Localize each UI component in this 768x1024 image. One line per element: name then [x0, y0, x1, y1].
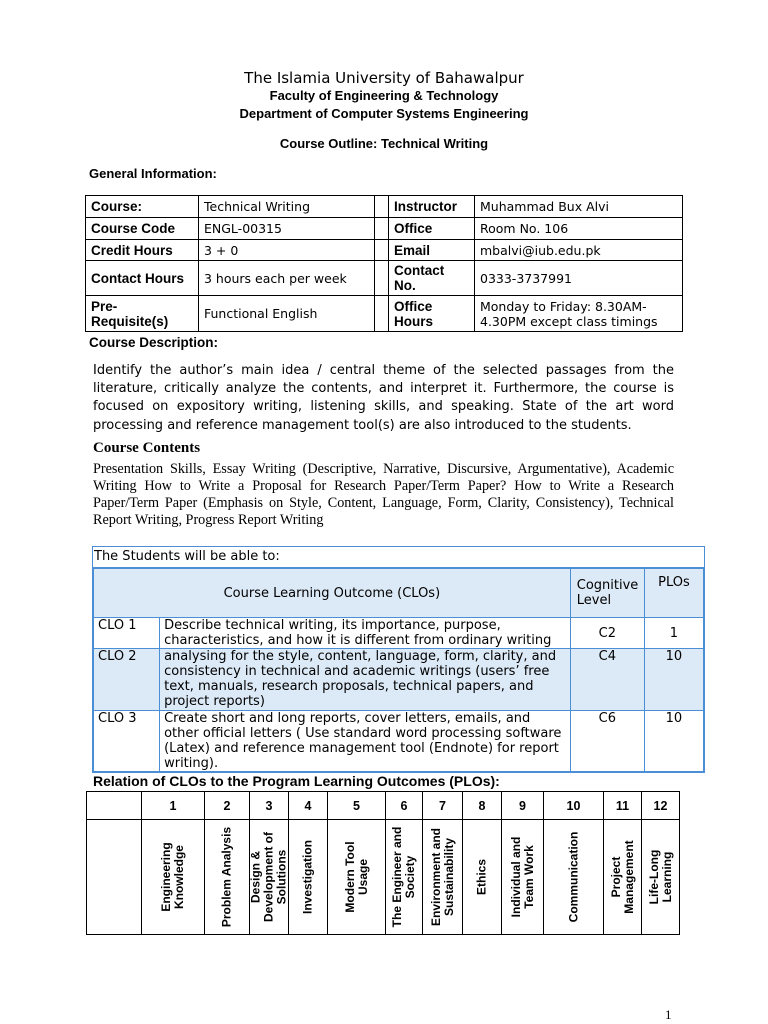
plo-name-cell: [463, 820, 502, 935]
clo-table: [92, 546, 705, 773]
plo-number: 9: [502, 792, 544, 820]
contact-hours-value: 3 hours each per week: [199, 261, 375, 296]
plo-name: Engineering Knowledge: [159, 842, 186, 912]
clo-description: Create short and long reports, cover letters, emails, and other official letters ( Use standard word processing software (Latex) and reference management tool (Endnote) for report writing).: [160, 711, 571, 772]
plo-name-cell: [604, 820, 642, 935]
clo-plo: 1: [644, 618, 703, 649]
course-value: Technical Writing: [199, 196, 375, 218]
plo-name-cell: [250, 820, 289, 935]
office-hours-label: Office Hours: [389, 296, 475, 332]
instructor-label: Instructor: [389, 196, 475, 218]
university-title: The Islamia University of Bahawalpur: [244, 69, 524, 87]
course-description-heading: Course Description:: [89, 335, 219, 350]
pre-requisite-label: Pre-Requisite(s): [86, 296, 199, 332]
plo-name-cell: [328, 820, 386, 935]
contact-no-label: Contact No.: [389, 261, 475, 296]
clo-description: Describe technical writing, its importance, purpose, characteristics, and how it is different from ordinary writing: [160, 618, 571, 649]
plo-number: 7: [423, 792, 463, 820]
plo-number: 8: [463, 792, 502, 820]
spacer-cell: [375, 196, 389, 218]
clo-id: CLO 1: [94, 618, 160, 649]
contact-no-value: 0333-3737991: [475, 261, 683, 296]
clo-plo: 10: [644, 711, 703, 772]
email-label: Email: [389, 240, 475, 261]
course-code-value: ENGL-00315: [199, 218, 375, 240]
plo-name: Investigation: [300, 840, 315, 915]
plos-header: PLOs: [644, 569, 703, 618]
plo-name-cell: [544, 820, 604, 935]
corner-cell: [87, 792, 142, 820]
plo-name: Communication: [566, 831, 580, 923]
office-label: Office: [389, 218, 475, 240]
plo-number: 10: [544, 792, 604, 820]
plo-number: 3: [250, 792, 289, 820]
email-value: mbalvi@iub.edu.pk: [475, 240, 683, 261]
plo-name: Modern Tool Usage: [342, 841, 370, 913]
plo-number: 4: [289, 792, 328, 820]
credit-hours-label: Credit Hours: [86, 240, 199, 261]
plo-name-cell: [423, 820, 463, 935]
clo-description: analysing for the style, content, language, form, clarity, and consistency in technical and academic writings (users’ free text, manuals, research proposals, technical papers, and project reports): [160, 649, 571, 711]
page-number: 1: [665, 1007, 672, 1022]
corner-cell: [87, 820, 142, 935]
clo-id: CLO 2: [94, 649, 160, 711]
clo-header: Course Learning Outcome (CLOs): [94, 569, 571, 618]
faculty-title: Faculty of Engineering & Technology: [269, 88, 499, 103]
clo-intro: The Students will be able to:: [93, 547, 704, 568]
cognitive-level-header: Cognitive Level: [570, 569, 644, 618]
plo-name-cell: [289, 820, 328, 935]
plo-name: Life-Long Learning: [646, 849, 674, 905]
office-hours-value: Monday to Friday: 8.30AM-4.30PM except class timings: [475, 296, 683, 332]
clo-cognitive-level: C2: [570, 618, 644, 649]
spacer-cell: [375, 261, 389, 296]
plo-name-cell: [142, 820, 205, 935]
spacer-cell: [375, 296, 389, 332]
department-title: Department of Computer Systems Engineering: [239, 106, 529, 121]
course-contents-text: Presentation Skills, Essay Writing (Descriptive, Narrative, Discursive, Argumentative), Academic Writing How to Write a Proposal for Research Paper/Term Paper? How to Write a Research Paper/Term Paper (Emphasis on Style, Content, Language, Form, Clarity, Consistency), Technical Report Writing, Progress Report Writing: [93, 461, 674, 528]
instructor-value: Muhammad Bux Alvi: [475, 196, 683, 218]
plo-relation-heading: Relation of CLOs to the Program Learning Outcomes (PLOs):: [93, 773, 500, 789]
plo-name: Design & Development of Solutions: [248, 832, 289, 923]
course-code-label: Course Code: [86, 218, 199, 240]
spacer-cell: [375, 218, 389, 240]
clo-cognitive-level: C6: [570, 711, 644, 772]
plo-name-cell: [502, 820, 544, 935]
plo-number: 1: [142, 792, 205, 820]
clo-cognitive-level: C4: [570, 649, 644, 711]
plo-name-cell: [205, 820, 250, 935]
course-label: Course:: [86, 196, 199, 218]
course-description-text: Identify the author’s main idea / central theme of the selected passages from the literature, critically analyze the contents, and interpret it. Furthermore, the course is focused on expository writing, listening skills, and speaking. State of the art word processing and reference management tool(s) are also introduced to the students.: [93, 363, 674, 433]
course-outline-title: Course Outline: Technical Writing: [279, 136, 489, 151]
plo-number: 5: [328, 792, 386, 820]
plo-relation-table: [86, 791, 680, 935]
course-contents-heading: Course Contents: [93, 440, 201, 456]
plo-name-cell: [386, 820, 423, 935]
plo-name-cell: [642, 820, 680, 935]
plo-name: Problem Analysis: [219, 826, 234, 928]
general-info-table: [85, 195, 683, 332]
office-value: Room No. 106: [475, 218, 683, 240]
clo-grid: [93, 568, 704, 772]
contact-hours-label: Contact Hours: [86, 261, 199, 296]
plo-name: Project Management: [608, 840, 636, 914]
plo-name: Ethics: [474, 859, 489, 896]
plo-name: Individual and Team Work: [508, 836, 536, 918]
spacer-cell: [375, 240, 389, 261]
clo-plo: 10: [644, 649, 703, 711]
plo-name: The Engineer and Society: [390, 826, 417, 928]
plo-number: 12: [642, 792, 680, 820]
clo-id: CLO 3: [94, 711, 160, 772]
plo-number: 11: [604, 792, 642, 820]
pre-requisite-value: Functional English: [199, 296, 375, 332]
general-info-heading: General Information:: [89, 166, 217, 181]
plo-number: 2: [205, 792, 250, 820]
plo-name: Environment and Sustainability: [428, 828, 456, 927]
credit-hours-value: 3 + 0: [199, 240, 375, 261]
plo-number: 6: [386, 792, 423, 820]
